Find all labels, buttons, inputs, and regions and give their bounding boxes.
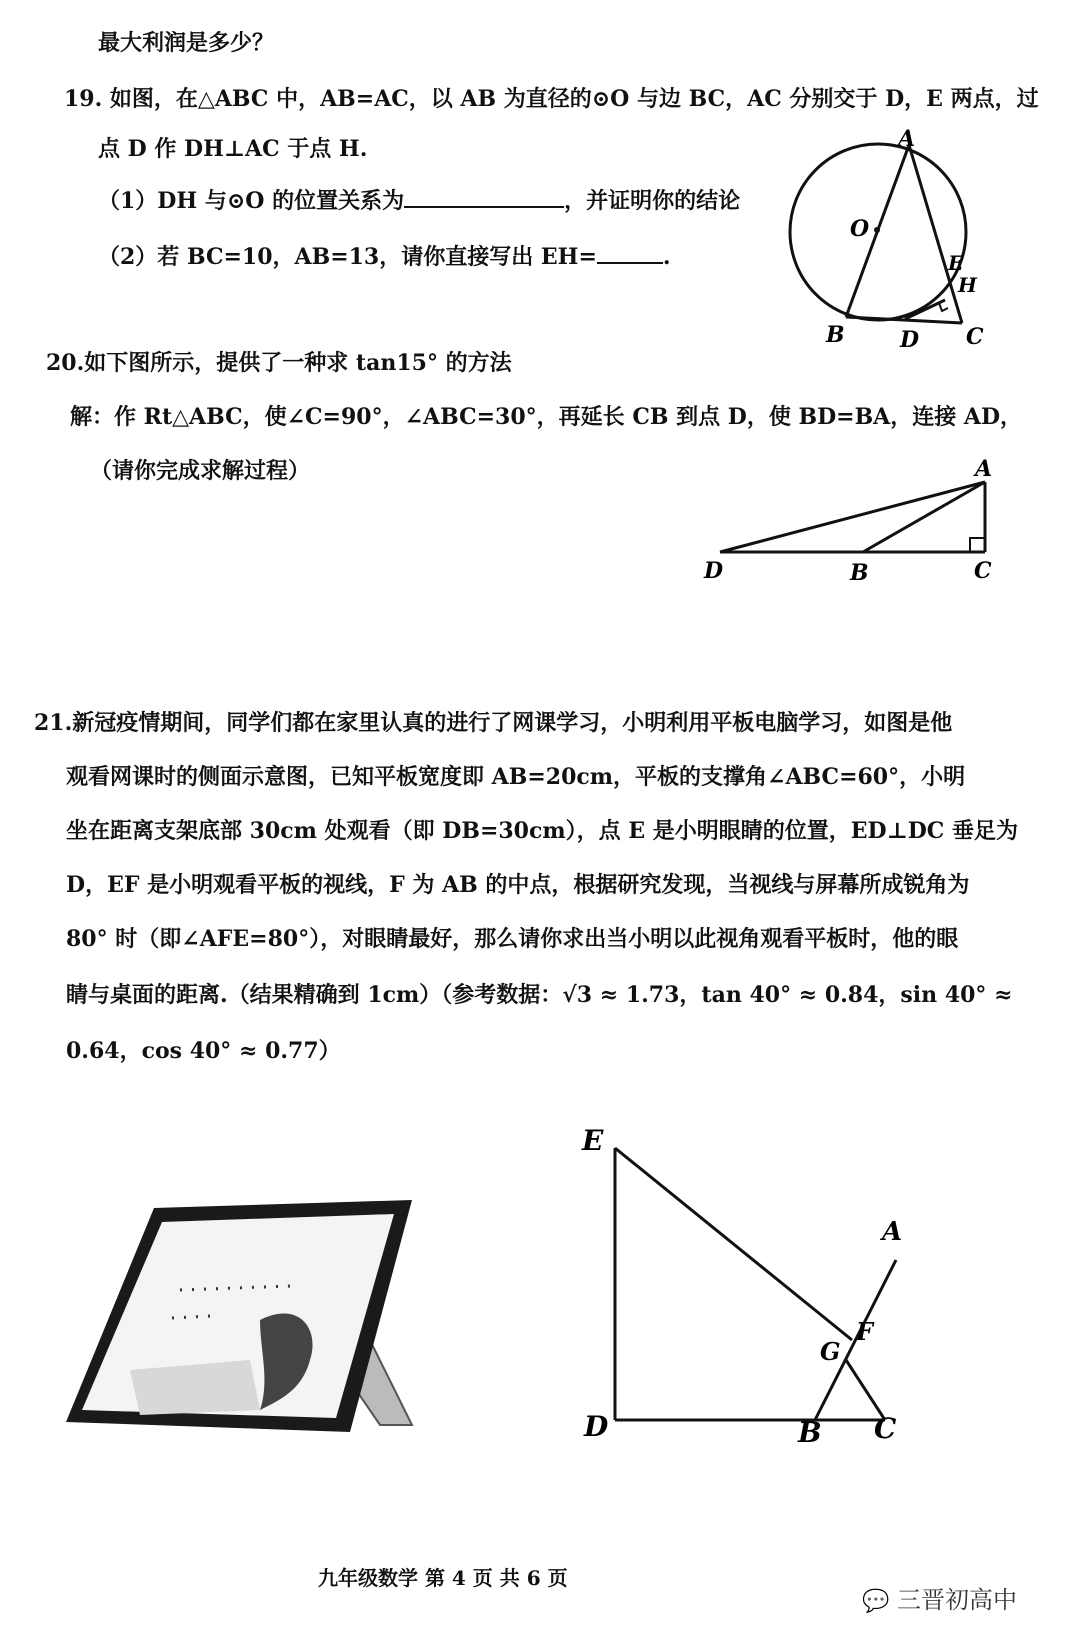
q19-part2 <box>98 242 671 272</box>
q20-label-a: A <box>975 456 993 482</box>
q19-line2: 点 D 作 DH⊥AC 于点 H. <box>98 136 368 162</box>
tablet-illustration <box>60 1200 420 1440</box>
q20-right-angle-mark <box>970 538 985 552</box>
q20-figure <box>690 456 1010 590</box>
q21-line3: 坐在距离支架底部 30cm 处观看（即 DB=30cm），点 E 是小明眼睛的位置，ED⊥DC 垂足为 <box>66 818 1018 844</box>
q21-label-g: G <box>820 1337 841 1366</box>
q19-part1 <box>98 186 740 216</box>
q19-label-h: H <box>958 273 977 297</box>
q21-line5: 80° 时（即∠AFE=80°），对眼睛最好，那么请你求出当小明以此视角观看平板时，他的眼 <box>66 926 959 952</box>
q19-label-e: E <box>948 251 964 275</box>
q19-part2-text: （2）若 BC=10，AB=13，请你直接写出 EH= <box>98 244 597 270</box>
q19-part2-post: . <box>662 244 671 270</box>
q20-segment-da <box>720 482 985 552</box>
q19-segment-ac <box>909 145 962 323</box>
q20-label-d: D <box>704 558 724 584</box>
q21-label-c: C <box>874 1412 897 1445</box>
q20-label-c: C <box>974 558 992 584</box>
page-footer: 九年级数学 第 4 页 共 6 页 <box>318 1566 568 1590</box>
q21-line1: 21.新冠疫情期间，同学们都在家里认真的进行了网课学习，小明利用平板电脑学习，如图是他 <box>34 710 953 736</box>
q20-line1: 20.如下图所示，提供了一种求 tan15° 的方法 <box>46 350 512 376</box>
q19-center-point <box>874 227 880 233</box>
q21-label-b: B <box>798 1416 822 1449</box>
q20-segment-ba <box>863 482 985 552</box>
q19-segment-dh <box>905 300 945 319</box>
q21-label-a: A <box>882 1217 903 1247</box>
q20-label-b: B <box>850 560 869 586</box>
wechat-icon: 💬 <box>862 1589 890 1614</box>
q21-figure <box>582 1120 950 1450</box>
q21-segment-gc <box>846 1360 885 1420</box>
q21-label-d: D <box>584 1410 609 1443</box>
q21-line6: 睛与桌面的距离.（结果精确到 1cm）（参考数据：√3 ≈ 1.73，tan 40° ≈ 0.84，sin 40° ≈ <box>66 982 1013 1008</box>
q21-line4: D，EF 是小明观看平板的视线，F 为 AB 的中点，根据研究发现，当视线与屏幕所成锐角为 <box>66 872 970 898</box>
q19-answer-blank-2 <box>597 242 663 264</box>
q19-label-a: A <box>898 126 916 152</box>
q19-label-d: D <box>900 327 920 353</box>
q19-part1-post: ，并证明你的结论 <box>564 188 741 214</box>
q19-part1-text: （1）DH 与⊙O 的位置关系为 <box>98 188 405 214</box>
watermark <box>862 1580 1017 1615</box>
q19-right-angle-mark <box>939 303 948 311</box>
q18-tail: 最大利润是多少？ <box>98 30 275 56</box>
q19-line1: 19. 如图，在△ABC 中，AB=AC，以 AB 为直径的⊙O 与边 BC，AC 分别交于 D，E 两点，过 <box>64 86 1039 112</box>
q19-label-c: C <box>966 324 984 350</box>
q19-label-o: O <box>850 216 870 242</box>
q20-line3: （请你完成求解过程） <box>90 458 311 484</box>
q19-figure <box>790 126 1000 353</box>
q21-label-f: F <box>856 1317 874 1346</box>
q21-label-e: E <box>582 1124 604 1157</box>
q21-line7: 0.64，cos 40° ≈ 0.77） <box>66 1038 341 1064</box>
watermark-text: 三晋初高中 <box>897 1586 1018 1614</box>
q20-line2: 解：作 Rt△ABC，使∠C=90°，∠ABC=30°，再延长 CB 到点 D，使 BD=BA，连接 AD， <box>70 404 1023 430</box>
q19-answer-blank-1 <box>404 186 564 208</box>
q19-label-b: B <box>826 322 845 348</box>
q21-line2: 观看网课时的侧面示意图，已知平板宽度即 AB=20cm，平板的支撑角∠ABC=60°，小明 <box>66 764 966 790</box>
q21-segment-ef <box>615 1148 852 1340</box>
